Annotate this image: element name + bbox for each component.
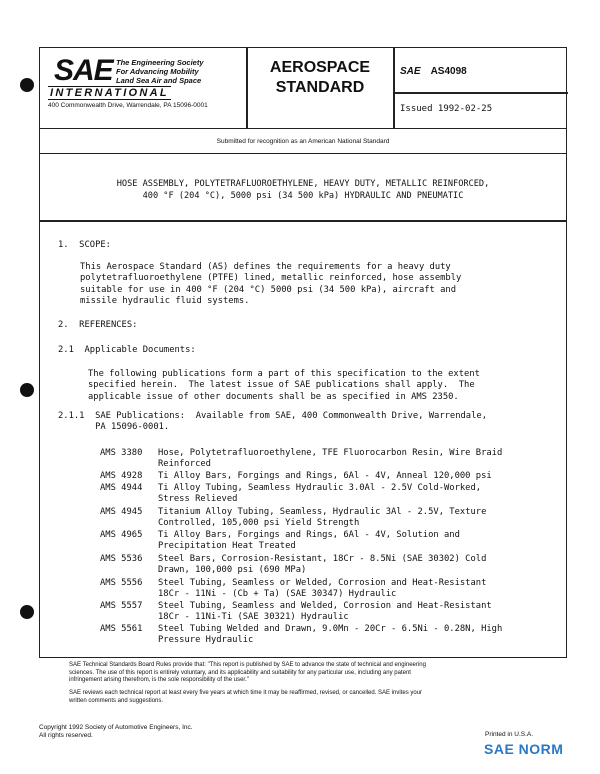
- binder-hole-icon: [20, 383, 34, 397]
- document-frame: [39, 47, 567, 658]
- ams-desc: Ti Alloy Tubing, Seamless Hydraulic 3.0Al - 2.5V Cold-Worked, Stress Relieved: [158, 483, 482, 505]
- ams-desc: Steel Tubing, Seamless and Welded, Corrosion and Heat-Resistant 18Cr - 11Ni-Ti (SAE 30321) Hydraulic: [158, 601, 492, 623]
- copyright: Copyright 1992 Society of Automotive Engineers, Inc. All rights reserved.: [39, 724, 193, 739]
- document-title: HOSE ASSEMBLY, POLYTETRAFLUOROETHYLENE, HEAVY DUTY, METALLIC REINFORCED, 400 °F (204 °C), 5000 psi (34 500 kPa) HYDRAULIC AND PNEUMATIC: [116, 179, 490, 201]
- ams-code: AMS 5557: [100, 601, 143, 611]
- section-body: This Aerospace Standard (AS) defines the requirements for a heavy duty polytetrafluoroethylene (PTFE) lined, metallic reinforced, hose assembly suitable for use in 400 °F (204 °C) 5000 psi (34 500 kPa), aircraft and missile hydraulic fluid systems.: [80, 262, 462, 306]
- ams-code: AMS 4928: [100, 471, 143, 481]
- ams-desc: Steel Tubing, Seamless or Welded, Corrosion and Heat-Resistant 18Cr - 11Ni - (Cb + Ta) (SAE 30347) Hydraulic: [158, 578, 487, 600]
- sae-logo-text: SAE: [54, 54, 113, 87]
- ams-code: AMS 5536: [100, 554, 143, 564]
- header: [40, 48, 566, 154]
- binder-hole-icon: [20, 605, 34, 619]
- ams-desc: Steel Tubing Welded and Drawn, 9.0Mn - 20Cr - 6.5Ni - 0.28N, High Pressure Hydraulic: [158, 624, 503, 646]
- review-note: SAE reviews each technical report at least every five years at which time it may be reaffirmed, revised, or cancelled. SAE invites your written comments and suggestions.: [69, 690, 423, 704]
- sae-norm-watermark: SAE NORM: [484, 741, 564, 757]
- ams-code: AMS 5556: [100, 578, 143, 588]
- submitted-note: Submitted for recognition as an American National Standard: [216, 138, 390, 145]
- ams-desc: Ti Alloy Bars, Forgings and Rings, 6Al - 4V, Anneal 120,000 psi: [158, 471, 492, 481]
- issued-date: Issued 1992-02-25: [400, 104, 493, 114]
- section-heading: 1. SCOPE:: [58, 240, 111, 250]
- section-heading: 2.1.1 SAE Publications: Available from SAE, 400 Commonwealth Drive, Warrendale, PA 15096-0001.: [58, 411, 487, 433]
- section-body: The following publications form a part of this specification to the extent specified herein. The latest issue of SAE publications shall apply. The applicable issue of other documents shall be as specified in AMS 2350.: [88, 369, 480, 402]
- ams-code: AMS 4945: [100, 507, 143, 517]
- section-heading: 2. REFERENCES:: [58, 320, 138, 330]
- ams-code: AMS 3380: [100, 448, 143, 458]
- standard-type: AEROSPACE STANDARD: [269, 59, 371, 96]
- sae-tagline: The Engineering Society For Advancing Mobility Land Sea Air and Space: [116, 58, 204, 85]
- sae-address: 400 Commonwealth Drive, Warrendale, PA 15096-0001: [48, 102, 208, 109]
- ams-code: AMS 4944: [100, 483, 143, 493]
- document-number: SAE AS4098: [400, 66, 467, 77]
- policy-note: SAE Technical Standards Board Rules provide that: "This report is published by SAE to advance the state of technical and engineering sciences. The use of this report is entirely voluntary, and its applicability and suitability for any particular use, including any patent infringement arising therefrom, is the sole responsibility of the user.": [69, 662, 426, 683]
- ams-code: AMS 4965: [100, 530, 143, 540]
- printed-in: Printed in U.S.A.: [485, 731, 534, 738]
- international-label: INTERNATIONAL: [50, 87, 169, 99]
- binder-hole-icon: [20, 78, 34, 92]
- ams-desc: Hose, Polytetrafluoroethylene, TFE Fluorocarbon Resin, Wire Braid Reinforced: [158, 448, 503, 470]
- section-heading: 2.1 Applicable Documents:: [58, 345, 196, 355]
- sae-logo: [40, 48, 245, 128]
- ams-desc: Titanium Alloy Tubing, Seamless, Hydraulic 3Al - 2.5V, Texture Controlled, 105,000 psi Yield Strength: [158, 507, 487, 529]
- ams-code: AMS 5561: [100, 624, 143, 634]
- ams-desc: Ti Alloy Bars, Forgings and Rings, 6Al - 4V, Solution and Precipitation Heat Treated: [158, 530, 460, 552]
- ams-desc: Steel Bars, Corrosion-Resistant, 18Cr - 8.5Ni (SAE 30302) Cold Drawn, 100,000 psi (690 MPa): [158, 554, 487, 576]
